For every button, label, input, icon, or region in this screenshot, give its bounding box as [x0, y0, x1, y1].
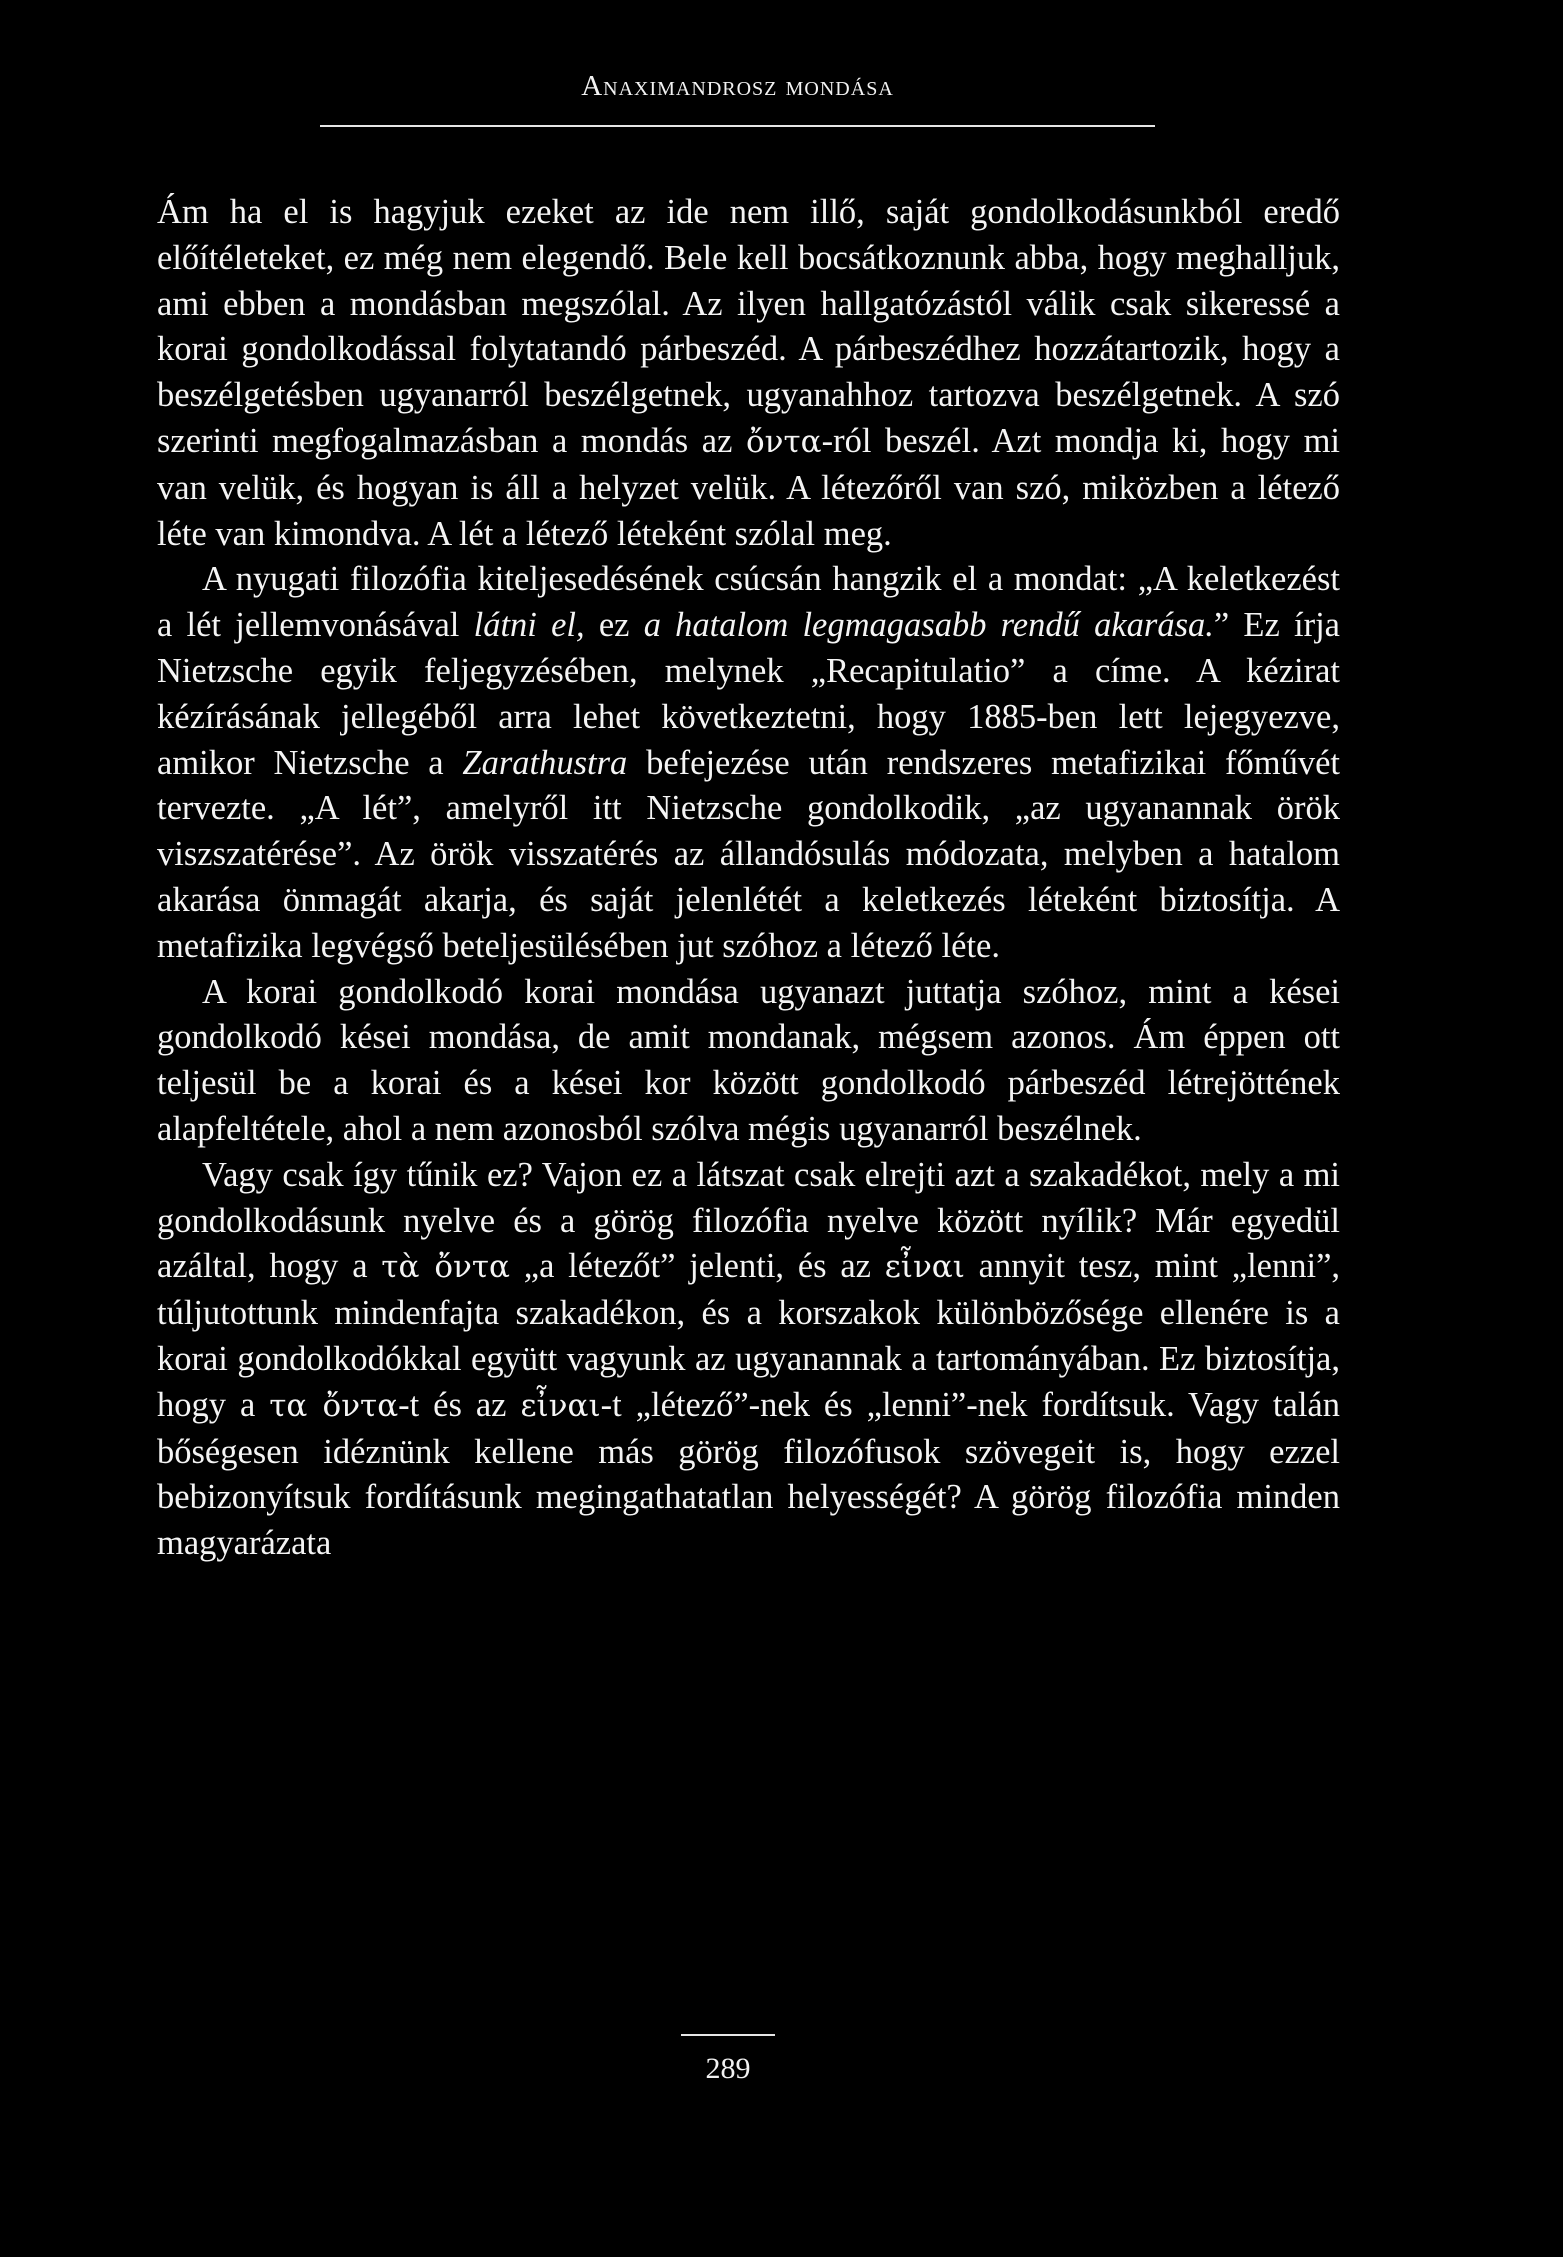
text-run: „a létezőt” jelenti, és az	[509, 1247, 885, 1286]
text-run: -t és az	[398, 1385, 521, 1424]
text-run: A nyugati filozófia kiteljesedésének csúcsán hangzik el a mondat: „A keletkezést a lét jellemvonásával	[157, 560, 1340, 645]
italic-text: a hatalom legmagasabb rendű akarása.	[643, 606, 1214, 645]
greek-term: τὰ ὄντα	[381, 1249, 510, 1286]
italic-text: látni el,	[473, 606, 599, 645]
text-run: A korai gondolkodó korai mondása ugyanazt juttatja szóhoz, mint a kései gondolkodó kései mondása, de amit mondanak, mégsem azonos. Ám éppen ott teljesül be a korai és a kései kor között gondolkodó párbeszéd létrejöttének alapfeltétele, ahol a nem azonosból szólva mégis ugyanarról beszélnek.	[157, 972, 1340, 1148]
text-run: annyit tesz, mint „lenni”, túljutottunk mindenfajta szakadékon, és a korszakok különbözősége ellenére is a korai gondolkodókkal együtt vagyunk az ugyanannak a tartományában. Ez biztosítja, hogy a	[157, 1247, 1341, 1424]
text-run: Ám ha el is hagyjuk ezeket az ide nem illő, saját gondolkodásunkból eredő előítéleteket, ez még nem elegendő. Bele kell bocsátkoznunk abba, hogy meghalljuk, ami ebben a mondásban megszólal. Az ilyen hallgatózástól válik csak sikeressé a korai gondolkodással folytatandó párbeszéd. A párbeszédhez hozzátartozik, hogy a beszélgetésben ugyanarról beszélgetnek, ugyanahhoz tartozva beszélgetnek. A szó szerinti megfogalmazásban a mondás az	[157, 193, 1340, 460]
header-rule	[320, 125, 1155, 127]
paragraph	[157, 970, 1340, 1153]
text-run: ez	[598, 606, 644, 645]
greek-term: εἶναι	[884, 1249, 965, 1286]
paragraph	[157, 190, 1340, 557]
page-number: 289	[705, 2052, 751, 2085]
footer-rule	[681, 2034, 775, 2036]
running-header: Anaximandrosz mondása	[581, 70, 894, 102]
text-run: -ról beszél. Azt mondja ki, hogy mi van velük, és hogyan is áll a helyzet velük. A létezőről van szó, miközben a létező léte van kimondva. A lét a létező léteként szólal meg.	[157, 421, 1340, 553]
italic-text: Zarathustra	[462, 743, 628, 782]
greek-term: ὄντα	[746, 423, 822, 460]
body-text	[157, 190, 1340, 1567]
text-run: Vagy csak így tűnik ez? Vajon ez a látszat csak elrejti azt a szakadékot, mely a mi gondolkodásunk nyelve és a görög filozófia nyelve között nyílik? Már egyedül azáltal, hogy a	[157, 1155, 1340, 1286]
text-run: ” Ez írja Nietzsche egyik feljegyzésében, melynek „Recapitulatio” a címe. A kézirat kézírásának jellegéből arra lehet következtetni, hogy 1885-ben lett lejegyezve, amikor Nietzsche a	[157, 606, 1340, 782]
paragraph	[157, 1153, 1340, 1567]
greek-term: τα ὄντα	[269, 1387, 399, 1424]
text-run: -t „létező”-nek és „lenni”-nek fordítsuk. Vagy talán bőségesen idéznünk kellene más görög filozófusok szövegeit is, hogy ezzel bebizonyítsuk fordításunk megingathatatlan helyességét? A görög filozófia minden magyarázata	[157, 1385, 1340, 1563]
greek-term: εἶναι	[520, 1387, 601, 1424]
paragraph	[157, 557, 1340, 969]
text-run: befejezése után rendszeres metafizikai főművét tervezte. „A lét”, amelyről itt Nietzsche gondolkodik, „az ugyanannak örök viszszatérése”. Az örök visszatérés az állandósulás módozata, melyben a hatalom akarása önmagát akarja, és saját jelenlétét a keletkezés léteként biztosítja. A metafizika legvégső beteljesülésében jut szóhoz a létező léte.	[157, 743, 1341, 965]
